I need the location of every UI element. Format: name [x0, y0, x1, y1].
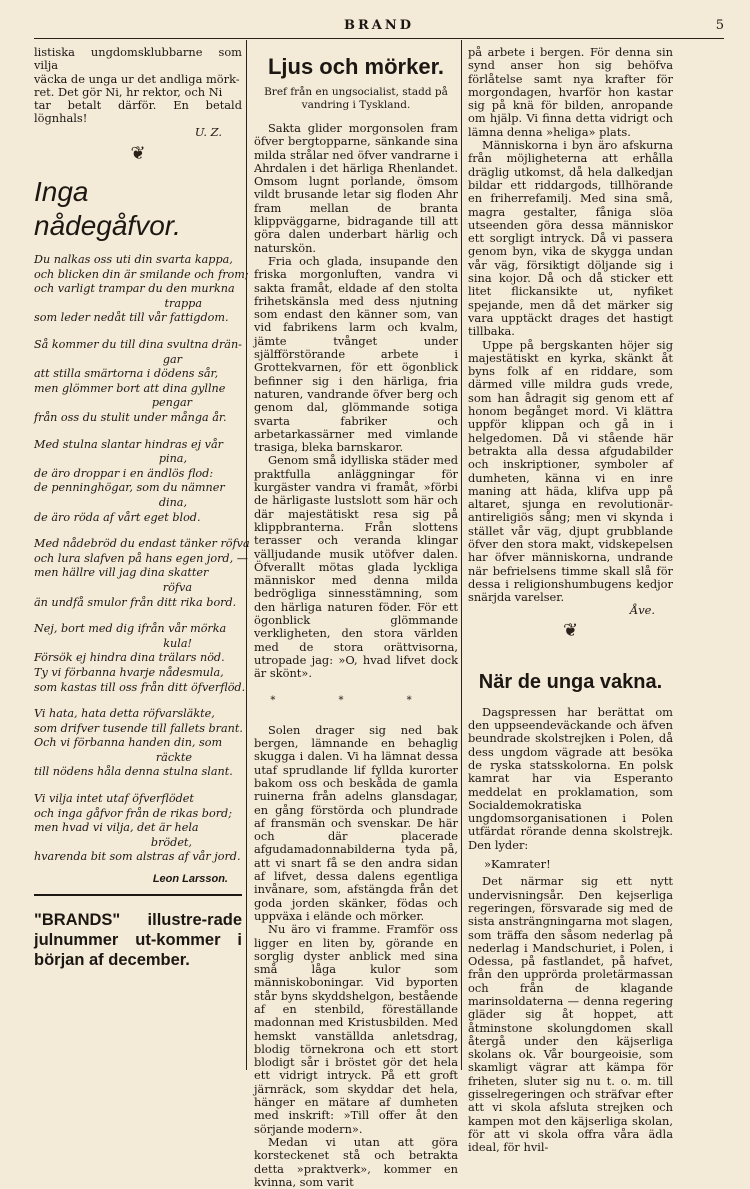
flower-ornament-icon: ❦ [130, 143, 146, 165]
poem-stanza [34, 792, 242, 865]
article-paragraph: Genom små idylliska städer med praktfulla anläggningar för kurgäster vandra vi framåt, »förbi de härligaste lustslott som här och där majestätiskt resa sig på klippbranterna. Från slottens terasser och veranda klingar välljudande musik utöfver dalen. Öfverallt mötas glada lyckliga människor med denna milda bedrögliga sinnesstämning, som den härliga naturen föder. För ett ögonblick glömmande verkligheten, den stora världen med de stora orättvisorna, utropade jag: »O, hvad lifvet dock är skönt». [254, 453, 458, 681]
poem-line: dina, [158, 495, 187, 509]
poem-stanza [34, 537, 250, 610]
poem-line: från oss du stulit under många år. [34, 411, 227, 425]
poem-line: och varligt trampar du den murkna [34, 282, 235, 296]
article-paragraph: Solen drager sig ned bak bergen, lämnande en behaglig skugga i dalen. Vi ha lämnat dessa utaf sprudlande lif fyllda kurorter bakom oss och beskåda de gamla ruinerna från adelns glansdagar, en gång förstörda och plundrade af fransmän och svenskar. De här och där placerade afgudamadonnabilderna tyda på, att vi snart få se den andra sidan af lifvet, dessa dalens egentliga invånare, som, afstängda från det goda jorden skänker, födas och uppväxa i elände och mörker. [254, 722, 458, 923]
poem-line: Ty vi förbanna hvarje nådesmula, [34, 665, 224, 679]
page-header [34, 14, 724, 36]
poem-line: än undfå smulor från ditt rika bord. [34, 595, 237, 609]
intro-signature: U. Z. [194, 124, 222, 139]
advertisement-text: "BRANDS" illustre-rade julnummer ut-kommer i början af december. [34, 911, 242, 970]
poem-line: kula! [163, 636, 192, 650]
poem-line: pengar [151, 396, 192, 410]
intro-line: listiska ungdomsklubbarne som vilja [34, 45, 242, 73]
ad-rule [34, 894, 242, 896]
article-paragraph: Det närmar sig ett nytt undervisningsår. Den kejserliga regeringen, försvarade sig med de sista ansträngningarna mot slagen, som träffa den såsom nederlag på nederlag i Mandschuriet, i Polen, i Odessa, på fastlandet, på hafvet, från den upprörda proletärmassan och från de klagande marinsoldaterna — denna regering gläder sig åt hoppet, att åtminstone skolungdomen skall återgå under den käjserliga skolans ok. Vår bourgeoisie, som skamligt vägrar att kämpa för friheten, sluter sig nu t. o. m. till gisselregeringen och sträfvar efter att vi skola afsluta strejken och kampen mot den käjserliga skolan, för att vi skola offra våra ädla ideal, för hvil- [468, 874, 673, 1155]
poem-title: Inga nådegåfvor. [34, 176, 181, 242]
poem-line: Försök ej hindra dina trälars nöd. [34, 651, 225, 665]
poem-line: och lura slafven på hans egen jord, — [34, 551, 248, 565]
column-divider-2 [461, 40, 462, 1070]
poem-line: de penninghögar, som du nämner [34, 481, 225, 495]
article-paragraph: Dagspressen har berättat om den uppseendeväckande och äfven beundrade skolstrejken i Polen, då dess ungdom vägrade att besöka de ryska statsskolorna. En polsk kamrat har via Esperanto meddelat en proklamation, som Socialdemokratiska ungdomsorganisationen i Polen utfärdat rörande denna skolstrejk. Den lyder: [468, 704, 673, 852]
poem-line: till nödens håla denna stulna slant. [34, 765, 233, 779]
poem-line: Med nådebröd du endast tänker röfva [34, 537, 250, 551]
poem-line: som drifver tusende till fallets brant. [34, 721, 243, 735]
poem-line: och inga gåfvor från de rikas bord; [34, 806, 232, 820]
poem-stanza [34, 438, 242, 526]
article-paragraph: Medan vi utan att göra korsteckenet stå och betrakta detta »praktverk», kommer en kvinna, som varit [254, 1134, 458, 1189]
article-title: Ljus och mörker. [267, 54, 445, 79]
flower-ornament-icon: ❦ [562, 619, 579, 641]
poem-line: men glömmer bort att dina gyllne [34, 381, 226, 395]
poem-line: Med stulna slantar hindras ej vår [34, 437, 223, 451]
poem-line: räckte [155, 750, 192, 764]
poem-line: röfva [162, 580, 192, 594]
poem-line: de äro droppar i en ändlös flod: [34, 466, 214, 480]
poem-line: men hvad vi vilja, det är hela [34, 821, 199, 835]
poem-line: som leder nedåt till vår fattigdom. [34, 311, 229, 325]
header-rule [34, 38, 724, 39]
poem-line: som kastas till oss från ditt öfverflöd. [34, 680, 246, 694]
poem-line: Vi hata, hata detta röfvarsläkte, [34, 707, 215, 721]
poem-stanza [34, 338, 242, 426]
poem-line: hvarenda bit som alstras af vår jord. [34, 850, 241, 864]
column-left [34, 45, 250, 970]
page-number: 5 [715, 18, 724, 33]
intro-line: ret. Det gör Ni, hr rektor, och Ni [34, 84, 223, 99]
poem-line: trappa [164, 296, 202, 310]
poem-line: de äro röda af vårt eget blod. [34, 510, 201, 524]
article-paragraph: på arbete i bergen. För denna sin synd anser hon sig behöfva förlåtelse samt nya krafter för morgondagen, hvarför hon kastar sig på knä för bilden, anropande om hjälp. Vi finna detta vidrigt och lämna denna »heliga» plats. [468, 45, 673, 139]
poem-line: Så kommer du till dina svultna drän- [34, 338, 242, 352]
article-paragraph: »Kamrater! [484, 857, 551, 872]
poem-line: gar [162, 352, 182, 366]
article-paragraph: Människorna i byn äro afskurna från möjligheterna att erhålla dräglig utkomst, då hela dalkedjan bildar ett riddargods, tillhörande en friherrefamilj. Med sina små, magra gestalter, fåniga slöa utseenden göra dessa människor ett sorgligt intryck. Då vi passera genom byn, vika de skygga undan vår väg, försiktigt döljande sig i sina kojor. Då och då sticker ett litet flickansikte ut, nyfiket spejande, men då det märker sig vara upptäckt drages det hastigt tillbaka. [468, 138, 673, 339]
poem-stanza [34, 707, 242, 780]
article-subtitle: Bref från en ungsocialist, stadd på vandring i Tyskland. [264, 86, 448, 111]
intro-line: tar betalt därför. En betald lögnhals! [34, 98, 242, 126]
article-signature: Åve. [629, 603, 655, 618]
column-middle [254, 46, 458, 1189]
poem-line: Nej, bort med dig ifrån vår mörka [34, 622, 227, 636]
poem-author: Leon Larsson. [152, 873, 228, 886]
article-paragraph: Sakta glider morgonsolen fram öfver bergtopparne, sänkande sina milda strålar ned öfver vandrarne i Ahrdalen i det härliga Rhenlandet. Omsom lugnt porlande, ömsom vildt brusande letar sig floden Ahr fram mellan de branta klippväggarne, bidragande till att göra dalen underbart härlig och naturskön. [254, 121, 458, 255]
poem-line: pina, [158, 452, 187, 466]
poem-line: Vi vilja intet utaf öfverflödet [34, 792, 194, 806]
column-right [468, 46, 673, 1155]
article-paragraph: Nu äro vi framme. Framför oss ligger en liten by, görande en sorglig dyster anblick med sina små låga kulor som människoboningar. Vid byporten står byns skyddshelgon, bestående af en stenbild, föreställande madonnan med Kristusbilden. Med hemskt vanställda anletsdrag, blodig törnekrona och ett stort blodigt sår i bröstet gör det hela ett vidrigt intryck. På ett groft järnräck, som skyddar det hela, hänger en mätare af dumheten med inskrift: »Till offer åt den sörjande modern». [254, 922, 458, 1136]
poem-line: brödet, [150, 835, 192, 849]
poem-line: men hällre vill jag dina skatter [34, 566, 209, 580]
article-paragraph: Uppe på bergskanten höjer sig majestätiskt en kyrka, skänkt åt byns folk af en riddare, som därmed ville mildra guds vrede, som han ådragit sig genom ett af honom begånget mord. Vi klättra uppför klippan och gå in i helgedomen. Då vi stående här betrakta alla dessa afgudabilder och inskriptioner, symboler af dumheten, känna vi en inre maning att häda, klifva upp på altaret, sjunga en revolutionär-antireligiös sång; men vi skynda i stället vår väg, djupt grubblande öfver den stora makt, vidskepelsen har öfver människorna, undrande när befrielsens timme skall slå för dessa i religionshumbugens kedjor snärjda varelser. [468, 337, 673, 605]
poem-line: Du nalkas oss uti din svarta kappa, [34, 253, 233, 267]
poem-line: Och vi förbanna handen din, som [34, 736, 223, 750]
poem-line: att stilla smärtorna i dödens sår, [34, 367, 219, 381]
article-paragraph: Fria och glada, insupande den friska morgonluften, vandra vi sakta framåt, eldade af den stolta frihetskänsla med dess njutning som endast den känner som, van vid fabrikens larm och kvalm, jämte tvånget under själfförstörande arbete i Grottekvarnen, för ett ögonblick befinner sig i den härliga, fria naturen, vandrande öfver berg och genom dal, glömmande sotiga svarta fabriker och arbetarkassärner med vimlande trasiga, bleka barnskaror. [254, 253, 458, 455]
article-title: När de unga vakna. [478, 670, 663, 693]
poem-line: och blicken din är smilande och from; [34, 267, 249, 281]
poem-stanza [34, 622, 246, 695]
intro-line: väcka de unga ur det andliga mörk- [34, 71, 240, 86]
magazine-title: BRAND [343, 18, 415, 33]
section-divider: * * * [270, 695, 442, 707]
poem-stanza [34, 253, 249, 326]
